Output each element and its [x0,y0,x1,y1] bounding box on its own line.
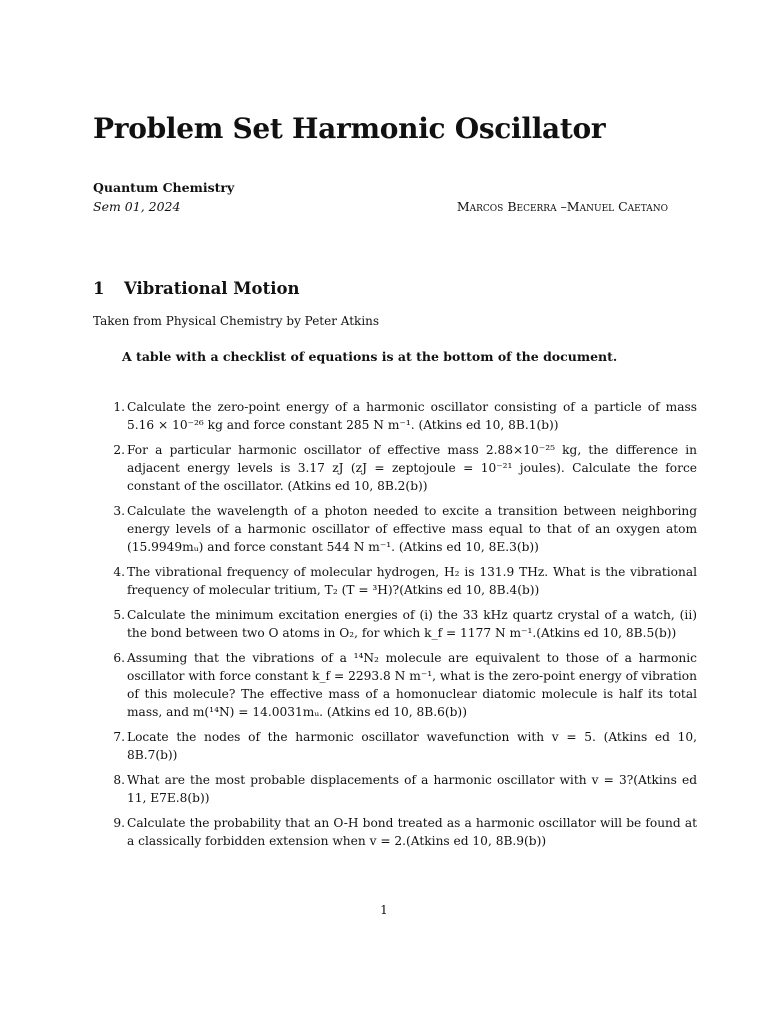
problem-text: Calculate the probability that an O-H bond treated as a harmonic oscillator will be found at a classically forbidden extension when v = 2.(Atkins ed 10, 8B.9(b)) [127,816,697,848]
problem-number: 1. [113,400,125,414]
problem-item [93,771,697,807]
problem-item [93,441,697,495]
problem-number: 7. [113,730,125,744]
problem-text: Calculate the minimum excitation energies of (i) the 33 kHz quartz crystal of a watch, (ii) the bond between two O atoms in O₂, for which k_f = 1177 N m⁻¹.(Atkins ed 10, 8B.5(b)) [127,608,697,640]
problem-number: 9. [113,816,125,830]
section-title: Vibrational Motion [124,279,300,298]
problem-item [93,649,697,721]
problem-item [93,606,697,642]
section-heading [93,279,299,298]
problem-number: 2. [113,443,125,457]
section-number: 1 [93,279,105,298]
problem-number: 3. [113,504,125,518]
problem-item [93,398,697,434]
problem-item [93,502,697,556]
problem-number: 6. [113,651,125,665]
document-title: Problem Set Harmonic Oscillator [93,112,606,145]
problem-number: 8. [113,773,125,787]
problem-text: Locate the nodes of the harmonic oscillator wavefunction with v = 5. (Atkins ed 10, 8B.7(b)) [127,730,697,762]
problem-text: Calculate the zero-point energy of a harmonic oscillator consisting of a particle of mass 5.16 × 10⁻²⁶ kg and force constant 285 N m⁻¹. (Atkins ed 10, 8B.1(b)) [127,400,697,432]
problem-text: For a particular harmonic oscillator of effective mass 2.88×10⁻²⁵ kg, the difference in adjacent energy levels is 3.17 zJ (zJ = zeptojoule = 10⁻²¹ joules). Calculate the force constant of the oscillator. (Atkins ed 10, 8B.2(b)) [127,443,697,493]
problem-item [93,563,697,599]
problem-text: The vibrational frequency of molecular hydrogen, H₂ is 131.9 THz. What is the vibrational frequency of molecular tritium, T₂ (T = ³H)?(Atkins ed 10, 8B.4(b)) [127,565,697,597]
problem-item [93,814,697,850]
problem-list [93,398,697,857]
problem-number: 5. [113,608,125,622]
problem-item [93,728,697,764]
semester-label: Sem 01, 2024 [93,199,181,214]
course-name: Quantum Chemistry [93,180,235,195]
checklist-note: A table with a checklist of equations is at the bottom of the document. [122,349,618,364]
problem-text: Calculate the wavelength of a photon needed to excite a transition between neighboring energy levels of a harmonic oscillator of effective mass equal to that of an oxygen atom (15.9949mᵤ) and force constant 544 N m⁻¹. (Atkins ed 10, 8E.3(b)) [127,504,697,554]
problem-number: 4. [113,565,125,579]
problem-text: What are the most probable displacements of a harmonic oscillator with v = 3?(Atkins ed 11, E7E.8(b)) [127,773,697,805]
source-note: Taken from Physical Chemistry by Peter Atkins [93,314,380,328]
author-names: Marcos Becerra –Manuel Caetano [456,199,668,214]
page-number: 1 [380,903,388,917]
problem-text: Assuming that the vibrations of a ¹⁴N₂ molecule are equivalent to those of a harmonic oscillator with force constant k_f = 2293.8 N m⁻¹, what is the zero-point energy of vibration of this molecule? The effective mass of a homonuclear diatomic molecule is half its total mass, and m(¹⁴N) = 14.0031mᵤ. (Atkins ed 10, 8B.6(b)) [127,651,697,719]
